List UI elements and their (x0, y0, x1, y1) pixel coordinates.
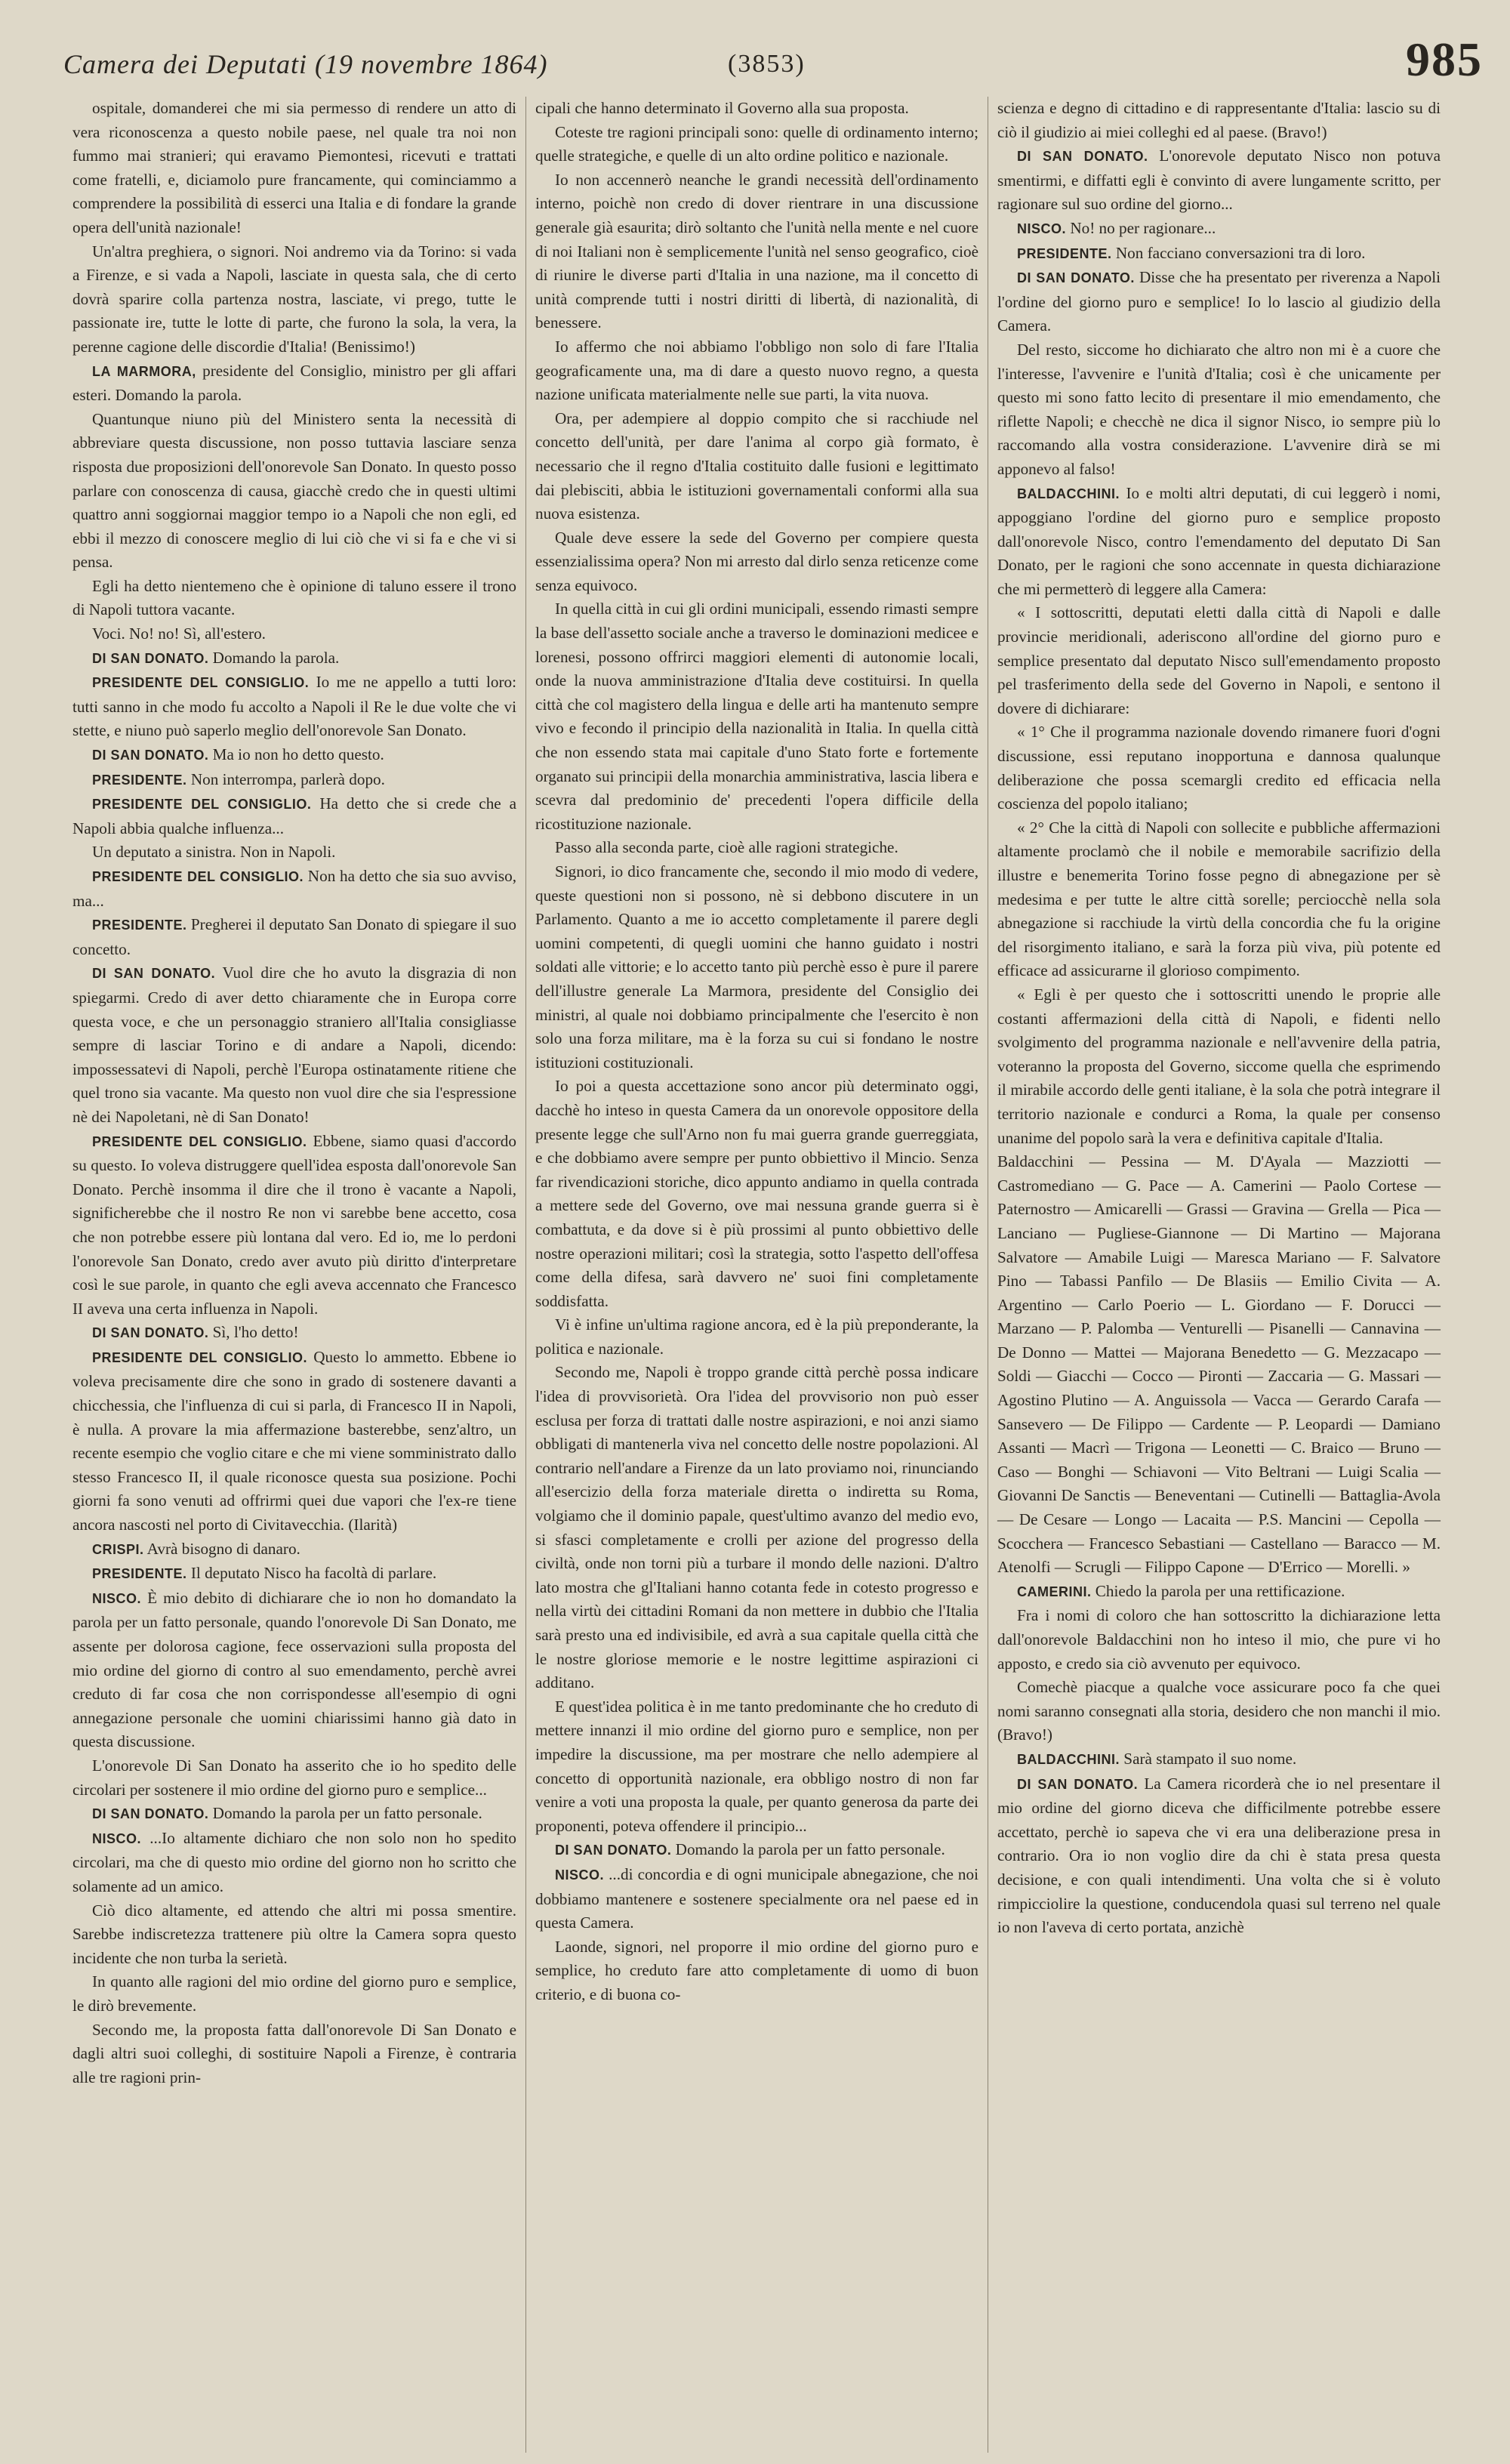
paragraph-text: Quantunque niuno più del Ministero senta la necessità di abbreviare questa discussione, non posso tuttavia lasciare senza risposta due proposizioni dell'onorevole San Donato. In questo posso parlare con conoscenza di causa, giacchè credo che in questi ultimi quattro anni soggiornai maggior tempo io a Napoli che non egli, ed ebbi il mezzo di conoscere meglio di lui ciò che vi si fa e che vi si pensa. (72, 409, 516, 572)
paragraph (997, 1150, 1441, 1580)
paragraph (535, 335, 978, 407)
paragraph (72, 768, 516, 793)
paragraph-text: Chiedo la parola per una rettificazione. (1095, 1581, 1345, 1600)
paragraph (535, 407, 978, 526)
paragraph (997, 1747, 1441, 1772)
speaker-name: PRESIDENTE. (1017, 245, 1112, 261)
paragraph (535, 168, 978, 335)
text-column-2 (525, 97, 988, 2453)
paragraph-text: Io poi a questa accettazione sono ancor più determinato oggi, dacchè ho inteso in questa Camera da un onorevole oppositore della presente legge che sull'Arno non fu mai guerra grande guerreggiata, e che dobbiamo avere sempre per punto obbiettivo il Mincio. Senza far rivendicazioni storiche, dico appunto andiamo in quella contrada a mettere sede del Governo, ove mai nessuna grande guerra si è combattuta, e da dove si è più prossimi al punto obbiettivo delle nostre operazioni militari; così la strategia, sotto l'aspetto dell'offesa come della difesa, sarà davvero ne' suoi fini completamente soddisfatta. (535, 1077, 978, 1310)
paragraph-text: Domando la parola. (212, 648, 340, 667)
paragraph-text: Egli ha detto nientemeno che è opinione di taluno essere il trono di Napoli tuttora vacante. (72, 576, 516, 619)
paragraph (535, 1313, 978, 1361)
paragraph (72, 961, 516, 1129)
speaker-name: NISCO. (92, 1590, 142, 1606)
paragraph-text: Non facciano conversazioni tra di loro. (1115, 243, 1366, 262)
paragraph (535, 860, 978, 1075)
paragraph (72, 1562, 516, 1587)
paragraph-text: In quanto alle ragioni del mio ordine del giorno puro e semplice, le dirò brevemente. (72, 1972, 516, 2015)
paragraph (72, 622, 516, 646)
paragraph (72, 240, 516, 359)
speaker-name: DI SAN DONATO. (92, 1325, 209, 1341)
paragraph (72, 646, 516, 671)
paragraph-text: Domando la parola per un fatto personale. (675, 1840, 945, 1859)
speaker-name: PRESIDENTE. (92, 1566, 187, 1582)
speaker-name: PRESIDENTE DEL CONSIGLIO. (92, 797, 312, 813)
paragraph (72, 1321, 516, 1346)
paragraph-text: Io non accennerò neanche le grandi necessità dell'ordinamento interno, poichè non credo di dover rientrare in una discussione generale già esaurita; dirò soltanto che l'unità nella mente e nel cuore di noi Italiani non è semplicemente l'unità nel senso geografico, cioè di riunire le diverse parti d'Italia in una nazione, ma il concetto di unità comprende tutti i nostri diritti di libertà, di nazionalità, di benessere. (535, 170, 978, 332)
paragraph (72, 913, 516, 961)
paragraph-text: Secondo me, Napoli è troppo grande città perchè possa indicare l'idea di provvisorietà. Ora l'idea del provvisorio non può esser esclusa per forza di trattati dalle nostre aspirazioni, e noi anzi siamo obbligati di mantenerla viva nel concetto delle nostre popolazioni. Al contrario nell'andare a Firenze da un lato proviamo noi, rinunciando all'esercizio della forza materiale diretta o indiretta su Roma, volgiamo che il dominio papale, quest'ultimo avanzo del medio evo, si sfasci completamente e crolli per azione del progresso della civiltà, onde non torni più a turbare il mondo delle nazioni. D'altro lato mostra che gl'Italiani hanno cotanta fede in cotesto progresso e nella virtù dei cittadini Romani da non mettere in dubbio che l'Italia sarà presto una ed indivisibile, ed avrà a sua capitale quella città che le nostre gloriose memorie e le nostre legittime aspirazioni ci additano. (535, 1363, 978, 1692)
paragraph-text: Fra i nomi di coloro che han sottoscritto la dichiarazione letta dall'onorevole Baldacchini non ho inteso il mio, che pure vi ho apposto, e credo sia ciò avvenuto per equivoco. (997, 1606, 1441, 1673)
paragraph (72, 671, 516, 743)
paragraph (72, 1827, 516, 1899)
paragraph (72, 1754, 516, 1802)
paragraph (72, 359, 516, 408)
paragraph (535, 836, 978, 860)
paragraph (997, 1604, 1441, 1676)
paragraph (72, 792, 516, 840)
paragraph-text: Disse che ha presentato per riverenza a Napoli l'ordine del giorno puro e semplice! Io lo lascio al giudizio della Camera. (997, 268, 1441, 335)
speaker-name: PRESIDENTE. (92, 917, 187, 933)
paragraph-text: Ebbene, siamo quasi d'accordo su questo. Io voleva distruggere quell'idea esposta dall'onorevole San Donato. Perchè insomma il dire che il trono è vacante a Napoli, significherebbe che il nostro Re non vi sarebbe bene accetto, cosa che non potrebbe essere più lontana dal vero. Ed io, me lo perdoni l'onorevole San Donato, credo aver avuto più diritto d'interpretare così le sue parole, in quanto che egli aveva accennato che Francesco II aveva una certa influenza in Napoli. (72, 1131, 516, 1318)
paragraph-text: In quella città in cui gli ordini municipali, essendo rimasti sempre la base dell'assetto sociale anche a traverso le dominazioni medicee e lorenesi, possono offrirci maggiori elementi di autonomie locali, onde la nuova amministrazione d'Italia deve costituirsi. In quella città che col magistero della lingua e delle arti ha mantenuto sempre vivo e fecondo il principio della nazionalità in Italia. In quella città che non essendo stata mai capitale d'uno Stato forte e fortemente organato sui principii della monarchia amministrativa, lascia libera e scevra dal predominio de' precedenti l'opera difficile della ricostituzione nazionale. (535, 600, 978, 833)
paragraph (72, 1899, 516, 1971)
header-page-number: 985 (1406, 32, 1483, 86)
paragraph-text: Io e molti altri deputati, di cui leggerò i nomi, appoggiano l'ordine del giorno puro e semplice proposto dall'onorevole Nisco, contro l'emendamento del deputato Di San Donato, per le ragioni che sono accennate in questa dichiarazione che mi permetterò di leggere alla Camera: (997, 483, 1441, 598)
paragraph-text: ...di concordia e di ogni municipale abnegazione, che noi dobbiamo mantenere e sostenere specialmente ora nel paese ed in questa Camera. (535, 1864, 979, 1932)
paragraph-text: L'onorevole deputato Nisco non potuva smentirmi, e diffatti egli è convinto di avere lungamente scritto, per ragionare sul suo ordine del giorno... (997, 146, 1441, 214)
paragraph-text: Sarà stampato il suo nome. (1123, 1749, 1297, 1768)
paragraph (997, 266, 1441, 338)
paragraph (535, 597, 978, 836)
speaker-name: DI SAN DONATO. (1017, 1776, 1139, 1792)
header-publication-date: Camera dei Deputati (19 novembre 1864) (63, 49, 548, 79)
speaker-name: CAMERINI. (1017, 1584, 1092, 1599)
speaker-name: LA MARMORA, (92, 363, 196, 379)
paragraph-text: scienza e degno di cittadino e di rappresentante d'Italia: lascio su di ciò il giudizio ai miei colleghi ed al paese. (Bravo!) (997, 99, 1441, 141)
paragraph-text: Vuol dire che ho avuto la disgrazia di non spiegarmi. Credo di aver detto chiaramente che in Europa corre questa voce, e che un personaggio straniero all'Italia consigliasse sempre di lasciar Torino e di andare a Napoli, dicendo: impossessatevi di Napoli, perchè l'Europa ostinatamente ritiene che quel trono sia vacante. Ma questo non vuol dire che sia l'espressione nè dei Napoletani, nè di San Donato! (72, 964, 516, 1126)
paragraph-text: Il deputato Nisco ha facoltà di parlare. (190, 1564, 437, 1583)
paragraph (72, 575, 516, 622)
paragraph (72, 2018, 516, 2090)
page-header (63, 32, 1483, 97)
paragraph-text: La Camera ricorderà che io nel presentare il mio ordine del giorno diceva che difficilmente potrebbe essere accettato, perchè io sapeva che vi era una deliberazione presa in contrario. Ora io non voglio dire da chi è stata presa questa decisione, e con quali intendimenti. Una volta che si è voluto rimpicciolire la questione, conducendola quasi sul terreno nel quale io non l'aveva di certo portata, anzichè (997, 1774, 1441, 1937)
paragraph-text: Non ha detto che sia suo avviso, ma... (72, 867, 516, 910)
paragraph-text: È mio debito di dichiarare che io non ho domandato la parola per un fatto personale, quando l'onorevole Di San Donato, me assente per dolorosa cagione, fece osservazioni sulla proposta del mio ordine del giorno di contro al suo emendamento, perchè avrei creduto di far cosa che non corrispondesse all'esempio di ogni annegazione personale che uomini chiarissimi hanno già dato in questa discussione. (72, 1588, 516, 1751)
paragraph-text: Signori, io dico francamente che, secondo il mio modo di vedere, queste questioni non si possono, nè si debbono discutere in un Parlamento. Quanto a me io accetto completamente il parere degli uomini competenti, di quegli uomini che hanno guidato i nostri soldati alle vittorie; e lo accetto tanto più perchè esso è pure il parere dell'illustre generale La Marmora, presidente del Consiglio dei ministri, al quale noi dobbiamo principalmente che l'esercito è non solo una forza militare, ma è la forza su cui si fondano le nostre istituzioni costituzionali. (535, 862, 978, 1072)
paragraph (535, 97, 978, 121)
text-column-3 (988, 97, 1450, 2453)
paragraph (535, 1695, 978, 1839)
paragraph-text: Vi è infine un'ultima ragione ancora, ed è la più preponderante, la politica e nazionale. (535, 1315, 978, 1358)
paragraph-text: Laonde, signori, nel proporre il mio ordine del giorno puro e semplice, ho creduto fare atto completamente di uomo di buon criterio, e di buona co- (535, 1937, 978, 2003)
paragraph-text: Un'altra preghiera, o signori. Noi andremo via da Torino: si vada a Firenze, e si vada a Napoli, lasciate in questa sala, che di certo dovrà sparire colla partenza nostra, lasciate, vi prego, tutte le passionate ire, tutte le lotte di parte, che furono la sola, la vera, la perenne cagione delle discordie d'Italia! (Benissimo!) (72, 242, 516, 356)
paragraph (72, 865, 516, 913)
speaker-name: DI SAN DONATO. (555, 1843, 672, 1858)
paragraph-text: cipali che hanno determinato il Governo alla sua proposta. (535, 99, 909, 117)
speaker-name: DI SAN DONATO. (1017, 270, 1135, 286)
paragraph-text: Ora, per adempiere al doppio compito che si racchiude nel concetto dell'unità, per dare l'anima al corpo già formato, è necessario che il regno d'Italia costituito dalle fusioni e legittimato dai plebisciti, abbia le istituzioni governamentali conformi alla sua nuova esistenza. (535, 409, 978, 523)
paragraph-text: Baldacchini — Pessina — M. D'Ayala — Mazziotti — Castromediano — G. Pace — A. Camerini — Paolo Cortese — Paternostro — Amicarelli — Grassi — Gravina — Grella — Pica — Lanciano — Pugliese-Giannone — Di Martino — Majorana Salvatore — Amabile Luigi — Maresca Mariano — F. Salvatore Pino — Tabassi Panfilo — De Blasiis — Emilio Civita — A. Argentino — Carlo Poerio — L. Giordano — F. Dorucci — Marzano — P. Palomba — Venturelli — Pisanelli — Cannavina — De Donno — Mattei — Majorana Benedetto — G. Mezzacapo — Soldi — Giacchi — Cocco — Pironti — Zaccaria — G. Massari — Agostino Plutino — A. Anguissola — Vacca — Gerardo Carafa — Sansevero — De Filippo — Cardente — P. Leopardi — Damiano Assanti — Macrì — Trigona — Leonetti — C. Braico — Bruno — Caso — Bonghi — Schiavoni — Vito Beltrani — Luigi Scalia — Giovanni De Sanctis — Beneventani — Cutinelli — Battaglia-Avola — De Cesare — Longo — Lacaita — P.S. Mancini — Cepolla — Scocchera — Francesco Sebastiani — Castellano — Baracco — M. Atenolfi — Scrugli — Filippo Capone — D'Errico — Morelli. » (997, 1152, 1441, 1577)
header-page-ref: (3853) (728, 50, 806, 78)
paragraph-text: ospitale, domanderei che mi sia permesso di rendere un atto di vera riconoscenza a questo nobile paese, nel quale tra noi non fummo mai stranieri; qui eravamo Piemontesi, ricevuti e trattati come fratelli, e, diciamolo pure francamente, qui cominciammo a comprendere la possibilità di esserci una Italia e di fondare la grande opera dell'unità nazionale! (72, 99, 516, 236)
speaker-name: BALDACCHINI. (1017, 1751, 1120, 1767)
paragraph (72, 1587, 516, 1754)
paragraph-text: Questo lo ammetto. Ebbene io voleva precisamente dire che sono in grado di sostenere davanti a chicchessia, che l'influenza di cui si parla, di Francesco II in Napoli, è nulla. A provare la mia affermazione basterebbe, senz'altro, un recente esempio che voglio citare e che mi viene somministrato dallo stesso Francesco II, il quale riconosce questa sua posizione. Pochi giorni fa sono venuti ad offrirmi quei due vapori che l'ex-re tiene ancora nascosti nel porto di Civitavecchia. (Ilarità) (72, 1347, 516, 1534)
paragraph-text: Ha detto che si crede che a Napoli abbia qualche influenza... (72, 794, 516, 837)
paragraph-text: Quale deve essere la sede del Governo per compiere questa essenzialissima opera? Non mi arresto dal dirlo senza reticenze come senza equivoco. (535, 528, 978, 594)
paragraph-text: « Egli è per questo che i sottoscritti unendo le proprie alle costanti affermazioni della città di Napoli, e fidenti nello svolgimento del programma nazionale e nell'avvenire della patria, voteranno la proposta del Governo, siccome quella che esprimendo il mirabile accordo delle genti italiane, è la sola che potrà integrare il territorio nazionale e condurci a Roma, la quale per consenso unanime del popolo sarà la vera e definitiva capitale d'Italia. (997, 985, 1441, 1147)
paragraph-text: Voci. No! no! Sì, all'estero. (92, 624, 266, 643)
speaker-name: BALDACCHINI. (1017, 486, 1120, 501)
paragraph (997, 97, 1441, 144)
paragraph (535, 1361, 978, 1695)
paragraph (997, 217, 1441, 242)
paragraph (72, 840, 516, 865)
paragraph-text: ...Io altamente dichiaro che non solo non ho spedito circolari, ma che di questo mio ordine del giorno non ho scritto che solamente ad un amico. (72, 1828, 517, 1895)
speaker-name: PRESIDENTE DEL CONSIGLIO. (92, 869, 304, 884)
paragraph (72, 1130, 516, 1321)
paragraph-text: Io me ne appello a tutti loro: tutti sanno in che modo fu accolto a Napoli il Re le due volte che vi stette, e niuno può saperlo meglio dell'onorevole San Donato. (72, 673, 516, 740)
paragraph-text: Io affermo che noi abbiamo l'obbligo non solo di fare l'Italia geograficamente una, ma di dare a questo nuovo regno, a questa nazione unificata materialmente nelle sue parti, la vita nuova. (535, 337, 978, 404)
paragraph (997, 144, 1441, 217)
paragraph (997, 1676, 1441, 1747)
paragraph-text: Ma io non ho detto questo. (212, 745, 384, 764)
paragraph-text: « 1° Che il programma nazionale dovendo rimanere fuori d'ogni discussione, essi reputano inopportuna e dannosa qualunque deliberazione che possa scemargli credito ed efficacia nella coscienza del popolo italiano; (997, 723, 1441, 813)
paragraph (535, 1075, 978, 1313)
paragraph (72, 97, 516, 240)
speaker-name: DI SAN DONATO. (92, 966, 216, 982)
paragraph (535, 1838, 978, 1863)
paragraph-text: Un deputato a sinistra. Non in Napoli. (92, 843, 336, 862)
paragraph-text: E quest'idea politica è in me tanto predominante che ho creduto di mettere innanzi il mio ordine del giorno puro e semplice, non per impedire la discussione, ma per mostrare che nello adempiere al concetto di opportunità nazionale, era obbligo nostro di non far venire a voti una proposta la quale, per quanto generosa da parte dei proponenti, poteva offendere il principio... (535, 1697, 978, 1835)
paragraph (72, 1970, 516, 2018)
paragraph (535, 526, 978, 598)
speaker-name: PRESIDENTE DEL CONSIGLIO. (92, 1133, 307, 1149)
paragraph (997, 1772, 1441, 1940)
paragraph-text: Pregherei il deputato San Donato di spiegare il suo concetto. (72, 915, 517, 958)
paragraph-text: Avrà bisogno di danaro. (146, 1539, 300, 1558)
speaker-name: PRESIDENTE DEL CONSIGLIO. (92, 1349, 308, 1365)
paragraph-text: presidente del Consiglio, ministro per gli affari esteri. Domando la parola. (72, 361, 516, 405)
speaker-name: DI SAN DONATO. (92, 650, 209, 666)
paragraph (997, 816, 1441, 983)
paragraph (535, 1863, 978, 1935)
speaker-name: DI SAN DONATO. (92, 748, 209, 763)
speaker-name: PRESIDENTE DEL CONSIGLIO. (92, 675, 310, 691)
speaker-name: DI SAN DONATO. (92, 1806, 209, 1822)
speaker-name: CRISPI. (92, 1541, 144, 1557)
paragraph-text: Secondo me, la proposta fatta dall'onorevole Di San Donato e dagli altri suoi colleghi, di sostituire Napoli a Firenze, è contraria alle tre ragioni prin- (72, 2020, 516, 2086)
paragraph (72, 408, 516, 575)
paragraph-text: Passo alla seconda parte, cioè alle ragioni strategiche. (555, 838, 898, 857)
paragraph-text: Non interrompa, parlerà dopo. (190, 769, 385, 788)
paragraph-text: Ciò dico altamente, ed attendo che altri mi possa smentire. Sarebbe indiscretezza trattenere più oltre la Camera sopra questo incidente che non turba la serietà. (72, 1901, 516, 1967)
text-columns (63, 97, 1483, 2453)
paragraph (72, 743, 516, 768)
paragraph (72, 1802, 516, 1827)
paragraph (997, 242, 1441, 267)
paragraph-text: Coteste tre ragioni principali sono: quelle di ordinamento interno; quelle strategiche, e quelle di un alto ordine politico e nazionale. (535, 122, 978, 165)
speaker-name: NISCO. (92, 1830, 142, 1846)
paragraph (997, 338, 1441, 482)
paragraph-text: Domando la parola per un fatto personale. (212, 1804, 482, 1823)
paragraph (535, 1935, 978, 2007)
paragraph-text: Del resto, siccome ho dichiarato che altro non mi è a cuore che l'interesse, l'avvenire e l'unità d'Italia; così è che unicamente per questo mi sono fatto lecito di presentare il mio emendamento, che riflette Napoli; e checchè ne dica il signor Nisco, io sempre più lo raccomando alla vostra considerazione. L'avvenire dirà se mi apponevo al falso! (997, 340, 1441, 478)
paragraph (997, 1580, 1441, 1605)
paragraph (997, 983, 1441, 1150)
paragraph (535, 121, 978, 168)
paragraph-text: L'onorevole Di San Donato ha asserito che io ho spedito delle circolari per sostenere il mio ordine del giorno puro e semplice... (72, 1756, 516, 1799)
speaker-name: DI SAN DONATO. (1017, 149, 1148, 165)
paragraph (997, 720, 1441, 816)
paragraph-text: Sì, l'ho detto! (212, 1323, 299, 1342)
paragraph (72, 1537, 516, 1562)
paragraph (997, 601, 1441, 720)
paragraph-text: No! no per ragionare... (1070, 218, 1216, 237)
paragraph (997, 482, 1441, 602)
paragraph (72, 1346, 516, 1537)
speaker-name: NISCO. (1017, 220, 1067, 236)
text-column-1 (63, 97, 525, 2453)
speaker-name: NISCO. (555, 1867, 605, 1883)
speaker-name: PRESIDENTE. (92, 772, 187, 788)
paragraph-text: « I sottoscritti, deputati eletti dalla città di Napoli e dalle provincie meridionali, aderiscono all'ordine del giorno puro e semplice presentato dal deputato Nisco sull'emendamento proposto pel trasferimento della sede del Governo in Napoli, e sentono il dovere di dichiarare: (997, 603, 1441, 717)
paragraph-text: « 2° Che la città di Napoli con sollecite e pubbliche affermazioni altamente proclamò che il nobile e memorabile sacrifizio della illustre e benemerita Torino fosse pegno di abnegazione per sè medesima e per tutte le altre città sorelle; perciocchè nella sola abnegazione si racchiude la virtù della concordia che fu la origine del risorgimento italiano, e sarà la forza più viva, più potente ed efficace ad assicurarne il glorioso compimento. (997, 818, 1441, 980)
paragraph-text: Comechè piacque a qualche voce assicurare poco fa che quei nomi saranno consegnati alla storia, desidero che non manchi il mio. (Bravo!) (997, 1678, 1441, 1744)
